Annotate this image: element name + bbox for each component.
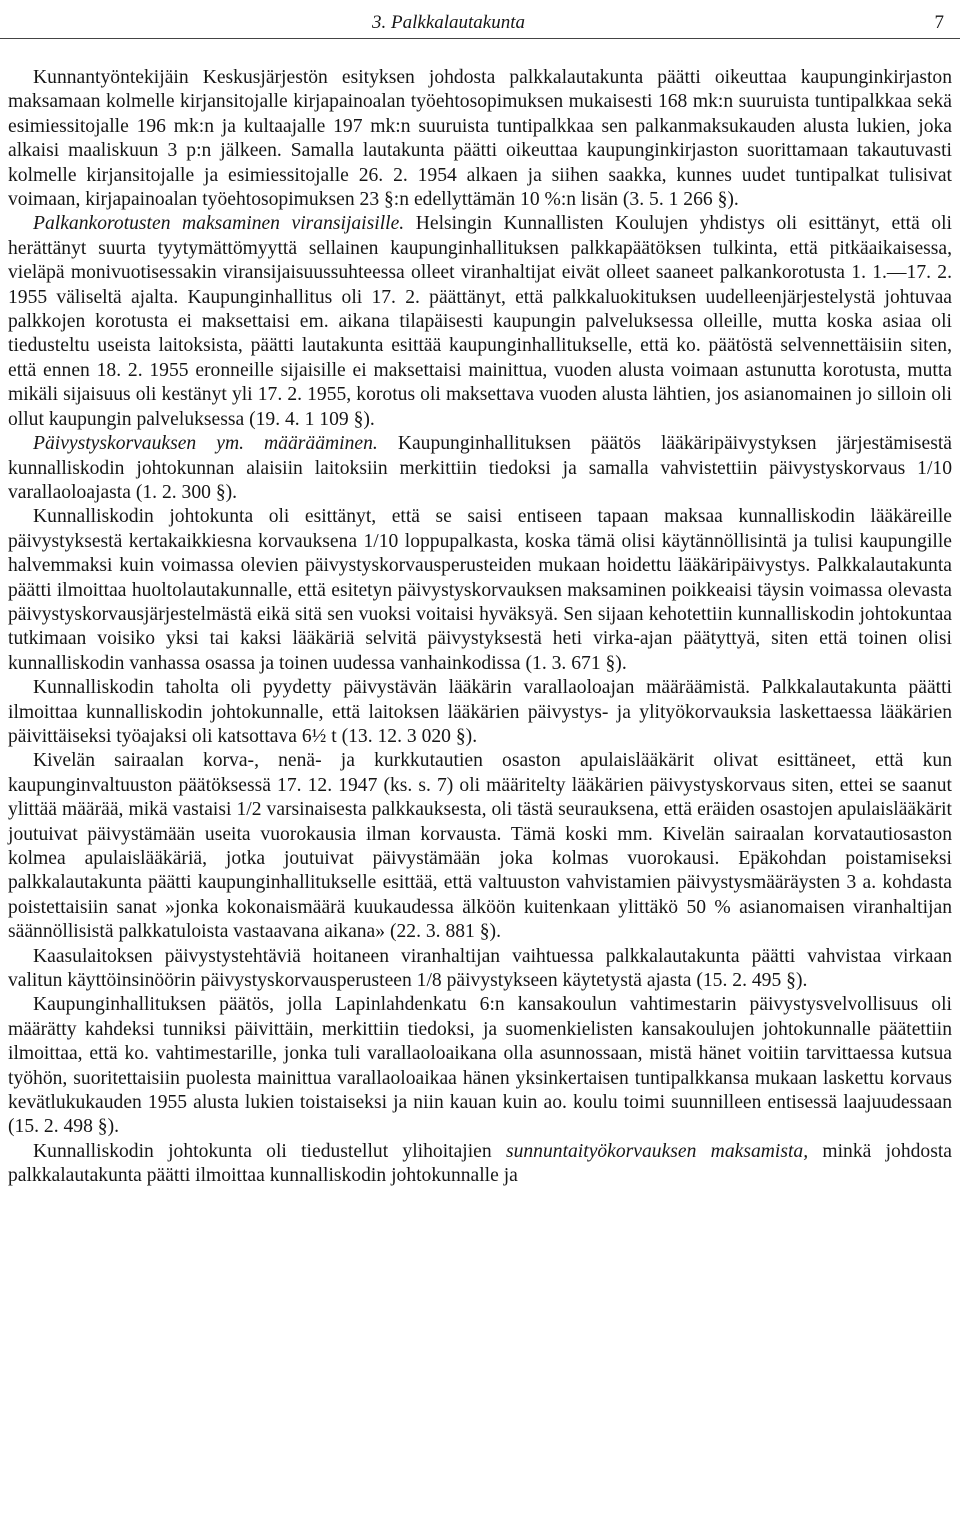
paragraph bbox=[8, 749, 952, 944]
paragraph bbox=[8, 1140, 952, 1189]
paragraph-text: Helsingin Kunnallisten Koulujen yhdistys oli esittänyt, että oli herättänyt suurta tyytymättömyyttä sellainen kaupunginhallituksen palkkapäätöksen tulkinta, että pitkäaikaisessa, vieläpä monivuotisessakin viransijaisuussuhteessa olleet viranhaltijat eivät olleet saaneet palkankorotusta 1. 1.—17. 2. 1955 väliseltä ajalta. Kaupunginhallitus oli 17. 2. päättänyt, että palkkaluokituksen uudelleenjärjestelystä johtuvaa palkkojen korotusta ei maksettaisi em. aikana tilapäisesti kaupungin palveluksessa olleille, mutta koska asiaa oli tiedusteltu useista laitoksista, päätti lautakunta esittää kaupunginhallitukselle, että ko. päätöstä selvennettäisiin siten, että ennen 18. 2. 1955 eronneille sijaisille ei maksettaisi mainittua, vuoden alusta voimaan astunutta korotusta, mutta mikäli sijaisuus oli kestänyt yli 17. 2. 1955, korotus oli maksettava vuoden alusta lähtien, jos asianomainen jo silloin oli ollut kaupungin palveluksessa (19. 4. 1 109 §). bbox=[8, 213, 952, 430]
paragraph bbox=[8, 212, 952, 432]
paragraph-text: Kaasulaitoksen päivystystehtäviä hoitaneen viranhaltijan vaihtuessa palkkalautakunta päätti vahvistaa virkaan valitun käyttöinsinöörin päivystyskorvausperusteen 1/8 päivystykseen käytetystä ajasta (15. 2. 495 §). bbox=[8, 945, 952, 992]
section-subheading: Päivystyskorvauksen ym. määrääminen. bbox=[33, 433, 378, 455]
paragraph-text: Kunnantyöntekijäin Keskusjärjestön esityksen johdosta palkkalautakunta päätti oikeuttaa kaupunginkirjaston maksamaan kolmelle kirjansitojalle kirjapainoalan työehtosopimuksen mukaisesti 168 mk:n suuruista tuntipalkkaa sekä esimiessitojalle 196 mk:n ja kultaajalle 197 mk:n suuruista tuntipalkkaa sen palkanmaksukauden alusta lukien, joka alkaisi maaliskuun 3 p:n jälkeen. Samalla lautakunta päätti oikeuttaa kaupunginkirjaston suorittamaan takautuvasti kolmelle kirjansitojalle ja esimiessitojalle 26. 2. 1954 alkaen ja siihen saakka, kunnes uudet tuntipalkat tulisivat voimaan, kirjapainoalan työehtosopimuksen 23 §:n edellyttämän 10 %:n lisän (3. 5. 1 266 §). bbox=[8, 67, 952, 211]
paragraph-text: Kaupunginhallituksen päätös, jolla Lapinlahdenkatu 6:n kansakoulun vahtimestarin päivystysvelvollisuus oli määrätty kahdeksi tunniksi päivittäin, merkittiin tiedoksi, ja suomenkielisten kansakoulujen johtokunnalle päätettiin ilmoittaa, että ko. vahtimestarille, jonka tuli varallaoloaikana olla asunnossaan, mistä hänet voitiin tarvittaessa kutsua työhön, suoritettaisiin puolesta mainittua varallaoloaikaa hänen yksinkertaisen tuntipalkkansa mukaan laskettu korvaus kevätlukukauden 1955 alusta lukien toistaiseksi ja niin kauan kuin ao. koulu toimi suunnilleen entisessä laajuudessaan (15. 2. 498 §). bbox=[8, 994, 952, 1138]
chapter-title: 3. Palkkalautakunta bbox=[372, 12, 526, 33]
paragraph bbox=[8, 676, 952, 749]
paragraph bbox=[8, 66, 952, 212]
header-rule bbox=[0, 38, 960, 39]
paragraph-text: minkä johdosta palkkalautakunta päätti ilmoittaa kunnalliskodin johtokunnalle ja bbox=[8, 1140, 952, 1187]
page-number: 7 bbox=[934, 12, 944, 33]
paragraph-text: Kunnalliskodin taholta oli pyydetty päivystävän lääkärin varallaoloajan määräämistä. Palkkalautakunta päätti ilmoittaa kunnalliskodin johtokunnalle, että laitoksen lääkärien päivystys- ja ylityökorvauksia laskettaessa lääkärien päivittäiseksi työajaksi oli katsottava 6½ t (13. 12. 3 020 §). bbox=[8, 677, 952, 747]
section-subheading: Palkankorotusten maksaminen viransijaisille. bbox=[33, 213, 405, 235]
paragraph-text: Kunnalliskodin johtokunta oli tiedustellut ylihoitajien bbox=[33, 1140, 506, 1162]
paragraph bbox=[8, 505, 952, 676]
paragraph bbox=[8, 432, 952, 505]
body-text bbox=[8, 66, 952, 1189]
paragraph bbox=[8, 945, 952, 994]
paragraph-text: Kaupunginhallituksen päätös lääkäripäivystyksen järjestämisestä kunnalliskodin johtokunnan alaisiin laitoksiin merkittiin tiedoksi ja samalla vahvistettiin päivystyskorvaus 1/10 varallaoloajasta (1. 2. 300 §). bbox=[8, 433, 952, 503]
running-head bbox=[0, 6, 960, 36]
paragraph-text: Kunnalliskodin johtokunta oli esittänyt, että se saisi entiseen tapaan maksaa kunnalliskodin lääkäreille päivystyksestä kertakaikkiesna korvauksena 1/10 loppupalkasta, koska tämä olisi käytännöllisintä ja tulisi kaupungille halvemmaksi kuin voimassa olevien päivystyskorvausperusteiden mukaan hoidettu lääkäripäivystys. Palkkalautakunta päätti ilmoittaa huoltolautakunnalle, että esitetyn päivystyskorvauksen maksaminen poikkeaisi täysin voimassa olevasta päivystyskorvausjärjestelmästä eikä sitä sen vuoksi voitaisi hyväksyä. Sen sijaan kehotettiin kunnalliskodin johtokuntaa tutkimaan voisiko yksi tai kaksi lääkäriä selvitä päivystyksestä heti virka-ajan päätyttyä, siten että toinen olisi kunnalliskodin vanhassa osassa ja toinen uudessa vanhainkodissa (1. 3. 671 §). bbox=[8, 506, 952, 674]
paragraph-text: Kivelän sairaalan korva-, nenä- ja kurkkutautien osaston apulaislääkärit olivat esittäneet, että kun kaupunginvaltuuston päätöksessä 17. 12. 1947 (ks. s. 7) oli määritelty lääkärien päivystyskorvaus siten, ettei se saanut ylittää määrää, mikä vastaisi 1/2 varsinaisesta palkkauksesta, oli tästä seurauksena, että eräiden osastojen apulaislääkärit joutuivat päivystämään useita vuorokausia ilman korvausta. Tämä koski mm. Kivelän sairaalan korvatautiosaston kolmea apulaislääkäriä, jotka joutuivat päivystämään joka kolmas vuorokausi. Epäkohdan poistamiseksi palkkalautakunta päätti kaupunginhallitukselle esittää, että valtuuston vahvistamien päivystysmääräysten 3 a. kohdasta poistettaisiin sanat »jonka kokonaismäärä kuukaudessa älköön kuitenkaan ylittäkö 50 % asianomaisen viranhaltijan säännöllisistä palkkatuloista vastaavana aikana» (22. 3. 881 §). bbox=[8, 750, 952, 943]
emphasis-text: sunnuntaityökorvauksen maksamista, bbox=[505, 1140, 809, 1162]
paragraph bbox=[8, 993, 952, 1139]
